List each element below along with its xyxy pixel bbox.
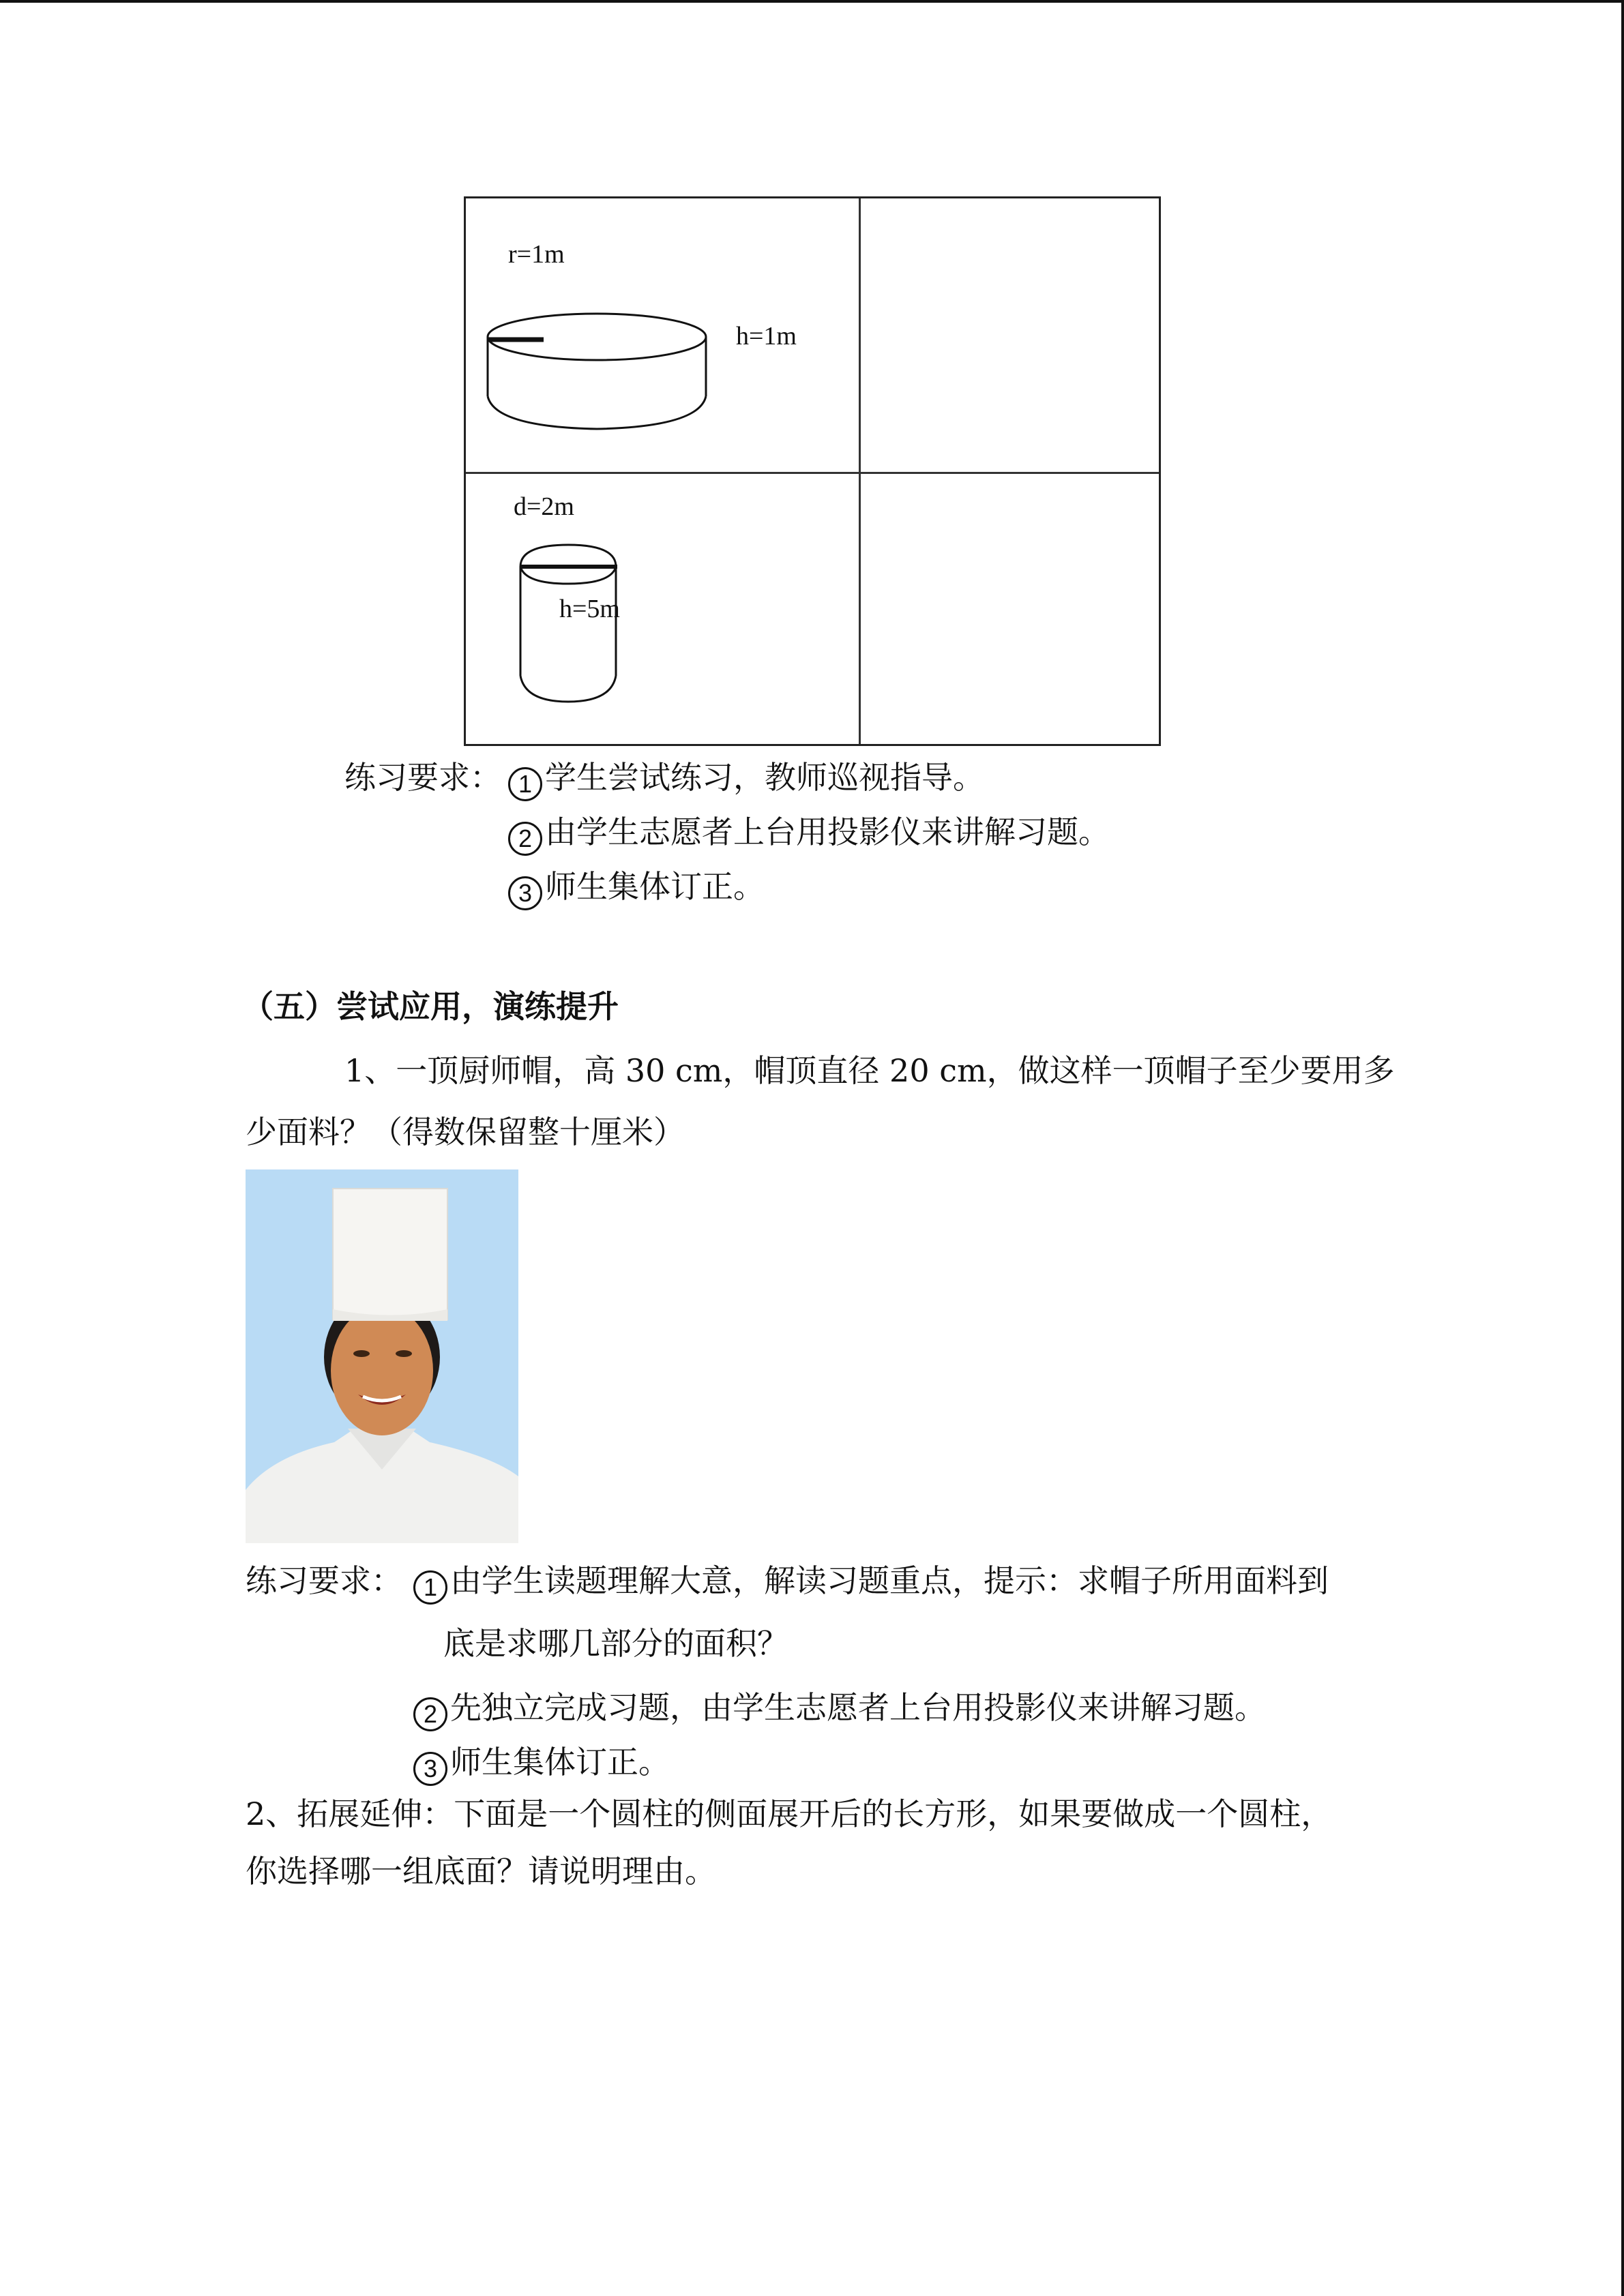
practice-item-2-1 xyxy=(413,1562,1329,1605)
circled-number: 1 xyxy=(508,767,542,801)
chef-photo xyxy=(246,1169,518,1543)
practice-item-2-1-continuation: 底是求哪几部分的面积？ xyxy=(443,1625,788,1662)
practice-text: 由学生读题理解大意，解读习题重点，提示：求帽子所用面料到 xyxy=(450,1562,1329,1599)
page-border-right xyxy=(1621,0,1624,2296)
circled-number: 2 xyxy=(508,822,542,856)
problem1-line1: 1、一顶厨师帽，高 30 cm，帽顶直径 20 cm，做这样一顶帽子至少要用多 xyxy=(344,1052,1395,1089)
diameter-label: d=2m xyxy=(514,492,574,521)
practice-item-1-2 xyxy=(508,813,1110,856)
problem2-line2: 你选择哪一组底面？请说明理由。 xyxy=(246,1853,716,1890)
problem1-line2: 少面料？（得数保留整十厘米） xyxy=(246,1114,685,1150)
practice-item-2-2 xyxy=(413,1688,1266,1731)
section-heading: （五）尝试应用，演练提升 xyxy=(242,988,619,1025)
cylinder-diagram-1 xyxy=(481,239,822,444)
figure-table xyxy=(464,196,1161,746)
practice-text: 师生集体订正。 xyxy=(545,868,765,905)
height-label-1: h=1m xyxy=(736,322,797,351)
circled-number: 3 xyxy=(413,1752,447,1786)
table-divider-vertical xyxy=(859,198,861,744)
cylinder-tall-icon xyxy=(518,543,628,706)
table-divider-horizontal xyxy=(466,472,1159,474)
cylinder-short-icon xyxy=(481,304,713,454)
page-border-top xyxy=(0,0,1624,3)
chef-illustration-icon xyxy=(246,1169,518,1543)
cylinder-diagram-2 xyxy=(481,492,822,737)
circled-number: 1 xyxy=(413,1570,447,1605)
practice-text: 师生集体订正。 xyxy=(450,1744,670,1780)
height-label-2: h=5m xyxy=(559,595,620,623)
practice-label-2: 练习要求： xyxy=(246,1562,402,1599)
practice-text: 学生尝试练习，教师巡视指导。 xyxy=(545,759,984,796)
problem2-line1: 2、拓展延伸：下面是一个圆柱的侧面展开后的长方形，如果要做成一个圆柱， xyxy=(246,1795,1333,1832)
practice-text: 由学生志愿者上台用投影仪来讲解习题。 xyxy=(545,814,1110,850)
circled-number: 3 xyxy=(508,876,542,910)
radius-label: r=1m xyxy=(508,240,565,269)
practice-label-1: 练习要求： xyxy=(344,759,501,796)
circled-number: 2 xyxy=(413,1697,447,1731)
practice-item-1-3 xyxy=(508,867,765,910)
practice-item-2-3 xyxy=(413,1743,670,1786)
practice-item-1-1 xyxy=(508,758,984,801)
practice-text: 先独立完成习题，由学生志愿者上台用投影仪来讲解习题。 xyxy=(450,1689,1266,1726)
